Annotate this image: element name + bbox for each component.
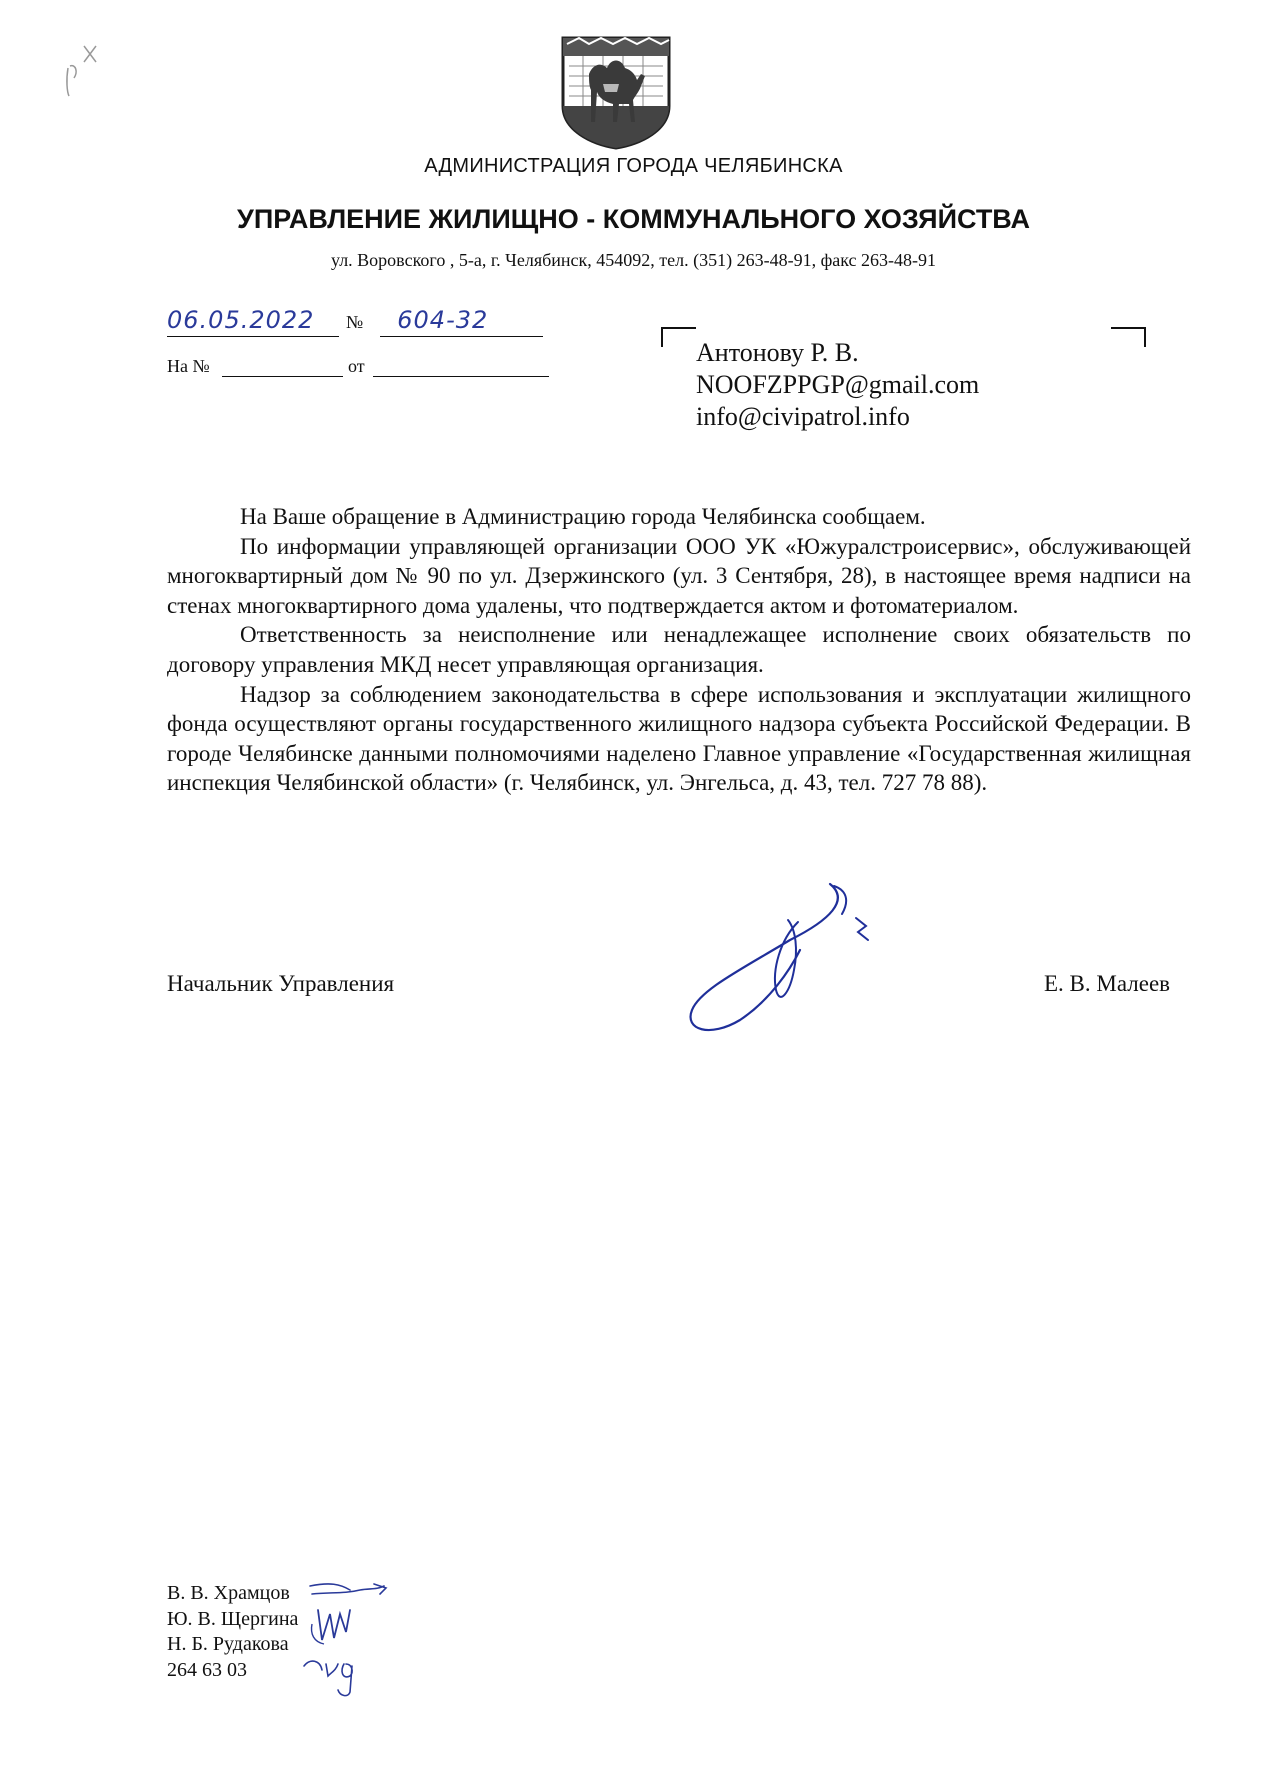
signatory-position: Начальник Управления [167,971,395,996]
incoming-number-field [222,376,343,377]
body-paragraph-2: По информации управляющей организации ООО УК «Южуралстроисервис», обслуживающей многоквартирный дом № 90 по ул. Дзержинского (ул. 3 Сентября, 28), в настоящее время надписи на стенах многоквартирного дома удалены, что подтверждается актом и фотоматериалом. [167,533,1191,618]
executor-line-3: Н. Б. Рудакова [167,1633,289,1655]
incoming-from-label: от [348,356,365,376]
addressee-email-1: NOOFZPPGP@gmail.com [696,370,980,399]
incoming-date-field [373,376,549,377]
letter-body [167,502,1191,798]
coat-of-arms-icon [559,34,673,150]
executor-phone: 264 63 03 [167,1658,247,1681]
signatory-name: Е. В. Малеев [1044,971,1171,996]
body-paragraph-3: Ответственность за неисполнение или ненадлежащее исполнение своих обязательств по договору управления МКД несет управляющая организация. [167,622,1191,677]
outgoing-date: 06.05.2022 [167,306,339,337]
body-paragraph-1: На Ваше обращение в Администрацию города Челябинска сообщаем. [240,504,926,529]
outgoing-number [380,306,543,337]
addressee-block [696,337,979,433]
department-address: ул. Воровского , 5-а, г. Челябинск, 454092, тел. (351) 263-48-91, факс 263-48-91 [330,250,937,270]
executor-line-2: Ю. В. Щергина [167,1607,299,1630]
addressee-corner-right [1111,327,1146,347]
executor-line-1: В. В. Храмцов [167,1582,290,1604]
margin-handwritten-mark [62,40,112,100]
addressee-name: Антонову Р. В. [696,338,859,367]
handwritten-signature [680,860,920,1060]
addressee-corner-left [661,327,696,347]
addressee-email-2: info@civipatrol.info [696,402,910,431]
executors-block [167,1581,298,1683]
body-paragraph-4: Надзор за соблюдением законодательства в сфере использования и эксплуатации жилищного фонда осуществляют органы государственного жилищного надзора субъекта Российской Федерации. В городе Челябинске данными полномочиями наделено Главное управление «Государственная жилищная инспекция Челябинской области» (г. Челябинск, ул. Энгельса, д. 43, тел. 727 78 88). [167,681,1191,796]
incoming-number-label: На № [167,356,210,376]
department-title: УПРАВЛЕНИЕ ЖИЛИЩНО - КОММУНАЛЬНОГО ХОЗЯЙСТВА [237,204,1030,234]
executor-initials-signatures [300,1580,430,1700]
outgoing-number-value: 604-32 [397,306,489,334]
outgoing-number-label: № [346,312,364,332]
administration-title: АДМИНИСТРАЦИЯ ГОРОДА ЧЕЛЯБИНСКА [424,155,843,177]
